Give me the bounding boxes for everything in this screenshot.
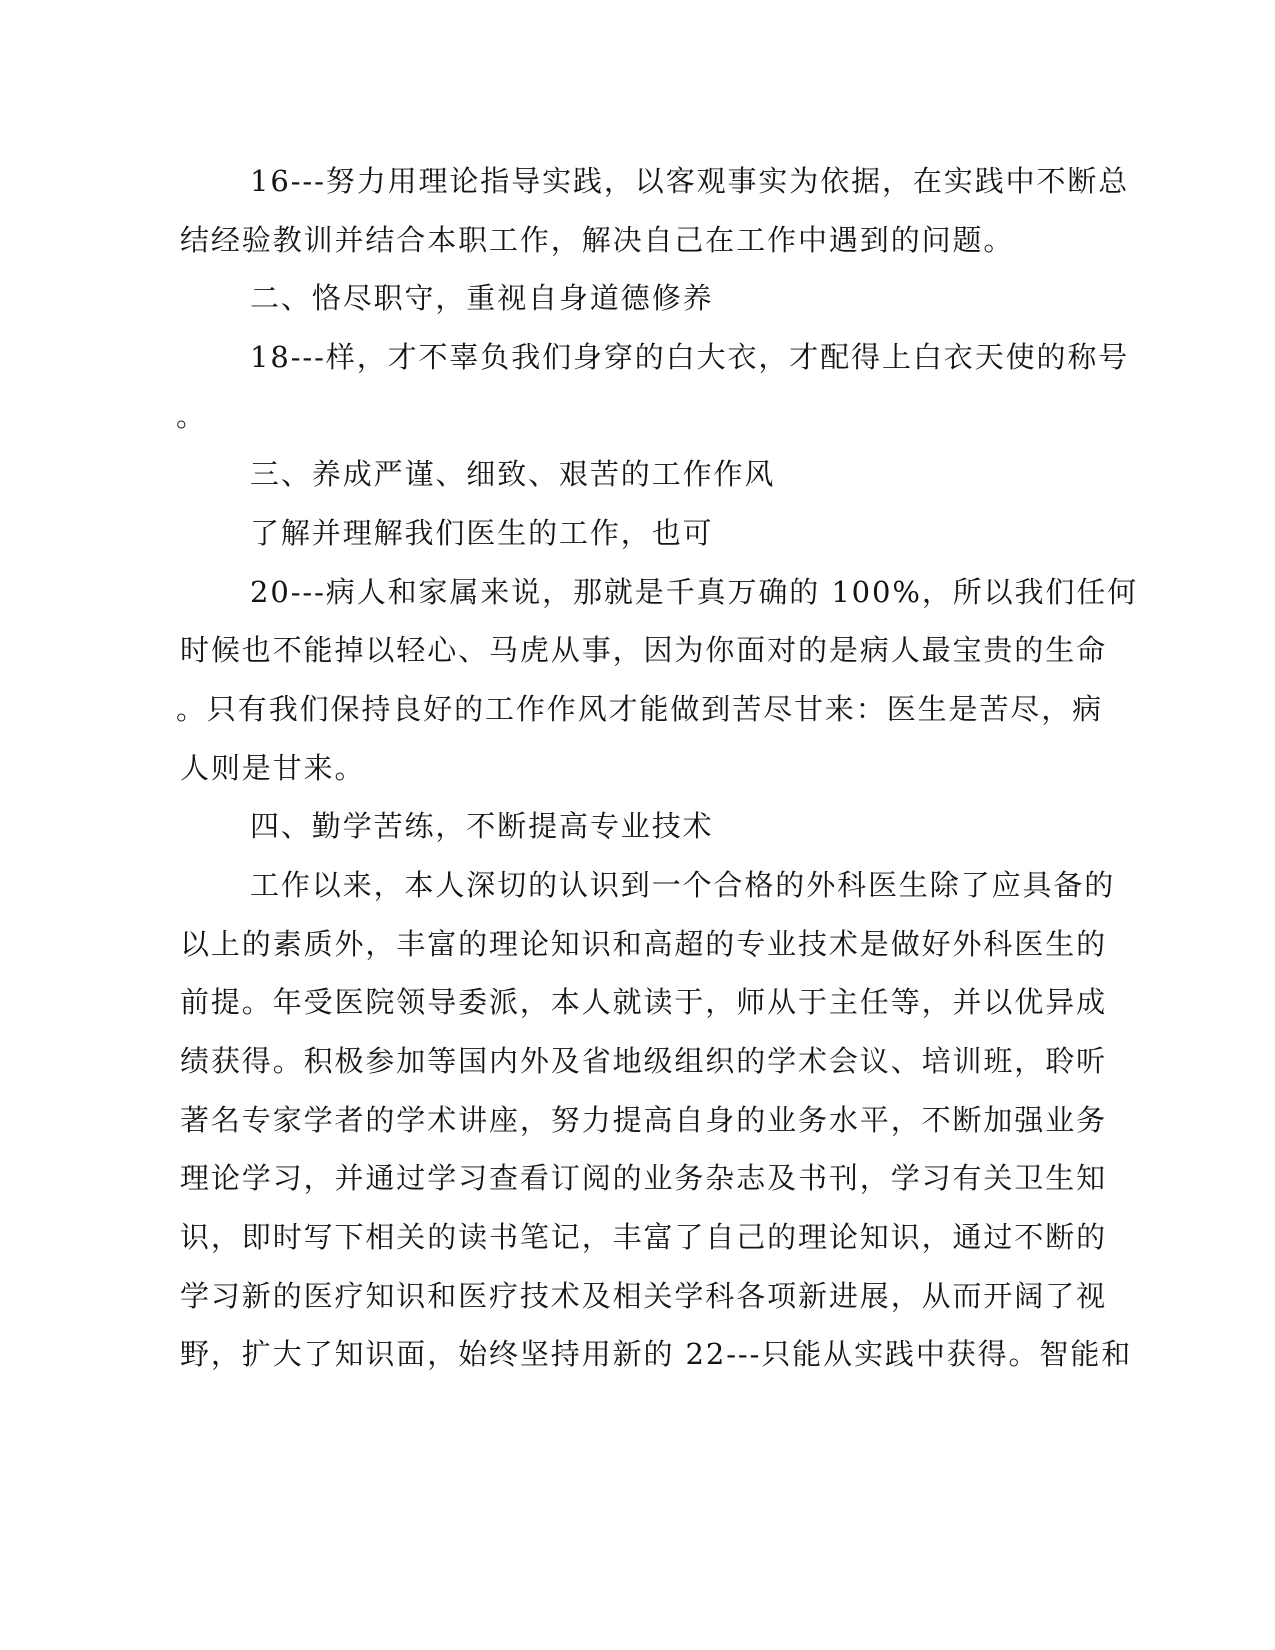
- paragraph-line: 结经验教训并结合本职工作，解决自己在工作中遇到的问题。: [180, 223, 1015, 257]
- paragraph-line: 绩获得。积极参加等国内外及省地级组织的学术会议、培训班，聆听: [180, 1044, 1108, 1078]
- paragraph-line: 工作以来，本人深切的认识到一个合格的外科医生除了应具备的: [250, 868, 1116, 902]
- paragraph-line: 18---样，才不辜负我们身穿的白大衣，才配得上白衣天使的称号: [250, 340, 1130, 374]
- paragraph-line: 了解并理解我们医生的工作，也可: [250, 516, 714, 550]
- paragraph-line: 。: [176, 399, 207, 433]
- paragraph-line: 16---努力用理论指导实践，以客观事实为依据，在实践中不断总: [250, 164, 1130, 198]
- section-heading: 二、恪尽职守，重视自身道德修养: [250, 281, 714, 315]
- paragraph-line: 识，即时写下相关的读书笔记，丰富了自己的理论知识，通过不断的: [180, 1220, 1108, 1254]
- paragraph-line: 学习新的医疗知识和医疗技术及相关学科各项新进展，从而开阔了视: [180, 1279, 1108, 1313]
- paragraph-line: 。只有我们保持良好的工作作风才能做到苦尽甘来：医生是苦尽，病: [176, 692, 1104, 726]
- paragraph-line: 野，扩大了知识面，始终坚持用新的 22---只能从实践中获得。智能和: [180, 1337, 1133, 1371]
- paragraph-line: 人则是甘来。: [180, 751, 366, 785]
- section-heading: 三、养成严谨、细致、艰苦的工作作风: [250, 457, 776, 491]
- paragraph-line: 以上的素质外，丰富的理论知识和高超的专业技术是做好外科医生的: [180, 927, 1108, 961]
- paragraph-line: 前提。年受医院领导委派，本人就读于，师从于主任等，并以优异成: [180, 985, 1108, 1019]
- paragraph-line: 著名专家学者的学术讲座，努力提高自身的业务水平，不断加强业务: [180, 1103, 1108, 1137]
- paragraph-line: 时候也不能掉以轻心、马虎从事，因为你面对的是病人最宝贵的生命: [180, 633, 1108, 667]
- paragraph-line: 20---病人和家属来说，那就是千真万确的 100%，所以我们任何: [250, 575, 1139, 609]
- section-heading: 四、勤学苦练，不断提高专业技术: [250, 809, 714, 843]
- paragraph-line: 理论学习，并通过学习查看订阅的业务杂志及书刊，学习有关卫生知: [180, 1161, 1108, 1195]
